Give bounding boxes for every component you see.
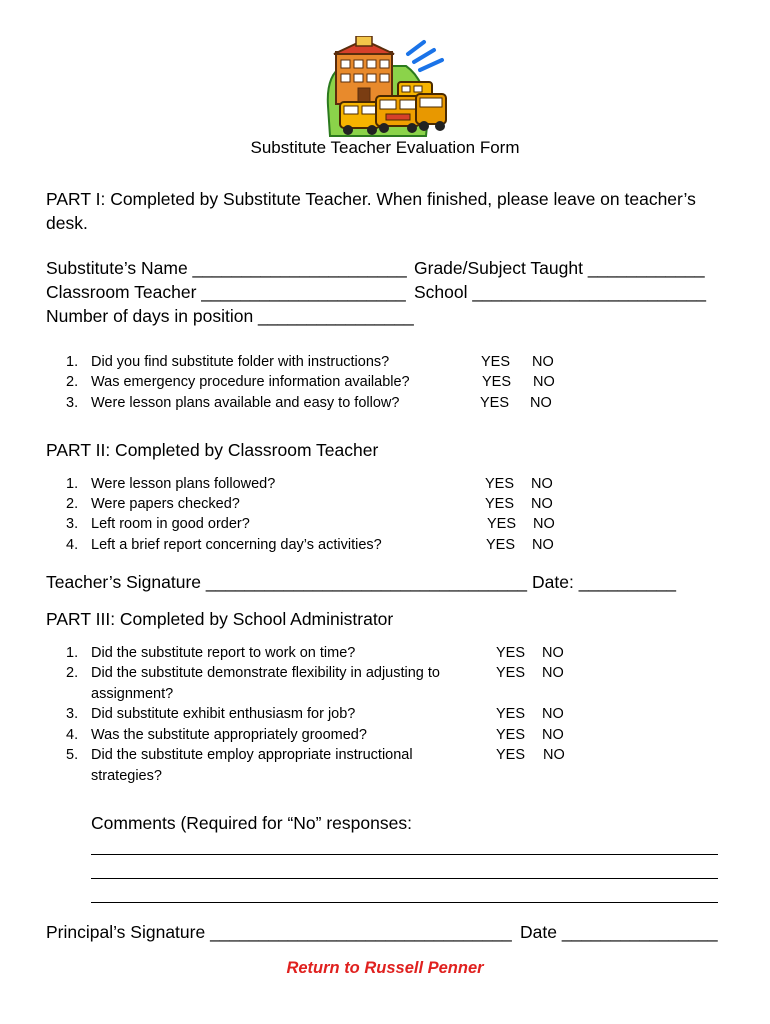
yes-option[interactable]: YES: [496, 706, 526, 722]
teacher-signature-field[interactable]: Teacher’s Signature _________________________________: [46, 572, 528, 592]
no-option[interactable]: NO: [532, 537, 554, 553]
no-option[interactable]: NO: [542, 645, 564, 661]
no-option[interactable]: NO: [531, 496, 553, 512]
no-option[interactable]: NO: [542, 706, 564, 722]
comment-line[interactable]: [91, 878, 718, 879]
teacher-date-field[interactable]: Date: __________: [532, 572, 677, 592]
no-option[interactable]: NO: [542, 665, 564, 681]
yes-option[interactable]: YES: [480, 395, 510, 411]
school-bus-clipart: [316, 36, 452, 140]
substitute-name-field[interactable]: Substitute’s Name ______________________: [46, 258, 407, 278]
part1-heading: PART I: Completed by Substitute Teacher. When finished, please leave on teacher’s desk.: [46, 189, 696, 233]
school-field[interactable]: School ________________________: [414, 282, 706, 302]
yes-option[interactable]: YES: [496, 747, 526, 763]
yes-option[interactable]: YES: [496, 665, 526, 681]
comment-line[interactable]: [91, 902, 718, 903]
classroom-teacher-field[interactable]: Classroom Teacher _____________________: [46, 282, 406, 302]
no-option[interactable]: NO: [533, 516, 555, 532]
yes-option[interactable]: YES: [485, 496, 515, 512]
form-title: Substitute Teacher Evaluation Form: [250, 138, 520, 157]
principal-signature-field[interactable]: Principal’s Signature _______________________________: [46, 922, 512, 942]
yes-option[interactable]: YES: [496, 727, 526, 743]
no-option[interactable]: NO: [543, 747, 565, 763]
no-option[interactable]: NO: [531, 476, 553, 492]
no-option[interactable]: NO: [533, 374, 555, 390]
comments-label: Comments (Required for “No” responses:: [91, 813, 412, 833]
no-option[interactable]: NO: [542, 727, 564, 743]
part2-heading: PART II: Completed by Classroom Teacher: [46, 440, 379, 460]
yes-option[interactable]: YES: [481, 354, 511, 370]
comment-line[interactable]: [91, 854, 718, 855]
yes-option[interactable]: YES: [487, 516, 517, 532]
yes-option[interactable]: YES: [485, 476, 515, 492]
grade-subject-field[interactable]: Grade/Subject Taught ____________: [414, 258, 705, 278]
part3-heading: PART III: Completed by School Administrator: [46, 609, 394, 629]
yes-option[interactable]: YES: [482, 374, 512, 390]
days-in-position-field[interactable]: Number of days in position ________________: [46, 306, 414, 326]
principal-date-field[interactable]: Date ________________: [520, 922, 718, 942]
return-to-note: Return to Russell Penner: [286, 959, 484, 977]
no-option[interactable]: NO: [530, 395, 552, 411]
yes-option[interactable]: YES: [496, 645, 526, 661]
no-option[interactable]: NO: [532, 354, 554, 370]
yes-option[interactable]: YES: [486, 537, 516, 553]
